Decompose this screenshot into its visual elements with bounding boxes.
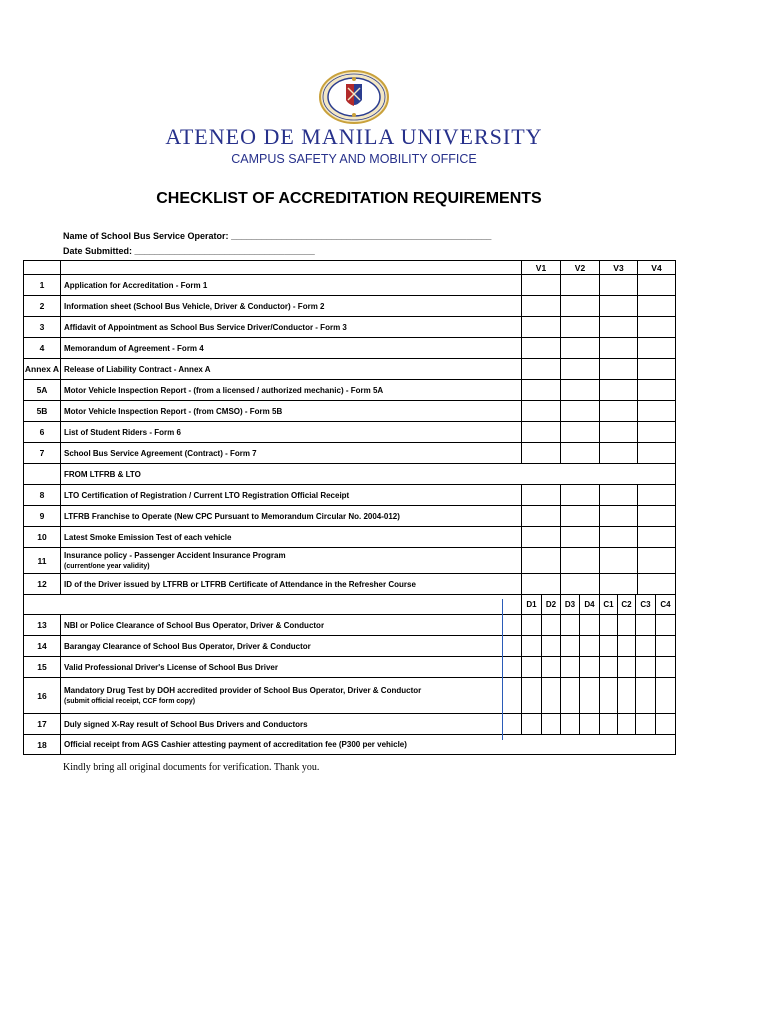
vehicle-checkbox-cell[interactable] <box>521 547 561 574</box>
driver-checkbox-cell[interactable] <box>579 635 600 657</box>
requirement-cell <box>60 295 522 317</box>
requirement-cell <box>60 526 522 548</box>
driver-checkbox-cell[interactable] <box>541 677 561 714</box>
driver-checkbox-cell[interactable] <box>560 635 580 657</box>
requirement-label: Latest Smoke Emission Test of each vehicle <box>64 532 232 542</box>
driver-checkbox-cell[interactable] <box>579 677 600 714</box>
driver-checkbox-cell[interactable] <box>521 614 542 636</box>
vehicle-checkbox-cell[interactable] <box>599 547 638 574</box>
conductor-checkbox-cell[interactable] <box>635 656 656 678</box>
conductor-checkbox-cell[interactable] <box>655 677 676 714</box>
vehicle-checkbox-cell[interactable] <box>521 421 561 443</box>
requirement-text <box>64 719 308 730</box>
vehicle-checkbox-cell[interactable] <box>560 400 600 422</box>
driver-header-d4: D4 <box>579 594 600 615</box>
vehicle-checkbox-cell[interactable] <box>521 358 561 380</box>
requirement-label: LTFRB Franchise to Operate (New CPC Pursuant to Memorandum Circular No. 2004-012) <box>64 511 400 521</box>
requirement-cell <box>60 379 522 401</box>
vehicle-checkbox-cell[interactable] <box>599 484 638 506</box>
conductor-checkbox-cell[interactable] <box>599 635 618 657</box>
conductor-checkbox-cell[interactable] <box>655 635 676 657</box>
vehicle-checkbox-cell[interactable] <box>599 316 638 338</box>
row-number: 16 <box>23 677 61 714</box>
vehicle-header-v3: V3 <box>599 260 638 275</box>
row-number: 12 <box>23 573 61 595</box>
requirement-label: Valid Professional Driver's License of School Bus Driver <box>64 662 278 672</box>
conductor-checkbox-cell[interactable] <box>635 614 656 636</box>
requirement-cell <box>60 358 522 380</box>
requirement-label: Memorandum of Agreement - Form 4 <box>64 343 204 353</box>
conductor-checkbox-cell[interactable] <box>599 713 618 735</box>
vehicle-checkbox-cell[interactable] <box>560 295 600 317</box>
vehicle-checkbox-cell[interactable] <box>521 400 561 422</box>
vehicle-checkbox-cell[interactable] <box>599 295 638 317</box>
vehicle-checkbox-cell[interactable] <box>521 295 561 317</box>
driver-header-d2: D2 <box>541 594 561 615</box>
requirement-text <box>64 280 207 291</box>
vehicle-checkbox-cell[interactable] <box>560 484 600 506</box>
operator-label: Name of School Bus Service Operator: <box>63 231 229 241</box>
vehicle-checkbox-cell[interactable] <box>560 358 600 380</box>
vehicle-checkbox-cell[interactable] <box>637 505 676 527</box>
conductor-checkbox-cell[interactable] <box>599 677 618 714</box>
driver-checkbox-cell[interactable] <box>579 656 600 678</box>
requirement-label: Insurance policy - Passenger Accident Insurance Program <box>64 550 286 560</box>
requirement-text <box>64 490 349 501</box>
row-number: 13 <box>23 614 61 636</box>
vehicle-checkbox-cell[interactable] <box>521 274 561 296</box>
row-number: 10 <box>23 526 61 548</box>
driver-header-d1: D1 <box>521 594 542 615</box>
requirement-cell <box>60 274 522 296</box>
conductor-checkbox-cell[interactable] <box>635 713 656 735</box>
vehicle-checkbox-cell[interactable] <box>599 379 638 401</box>
vehicle-checkbox-cell[interactable] <box>521 505 561 527</box>
requirement-text <box>64 641 311 652</box>
conductor-checkbox-cell[interactable] <box>635 635 656 657</box>
requirement-label: Information sheet (School Bus Vehicle, Driver & Conductor) - Form 2 <box>64 301 325 311</box>
requirement-text <box>64 322 347 333</box>
requirement-label: LTO Certification of Registration / Current LTO Registration Official Receipt <box>64 490 350 500</box>
vehicle-checkbox-cell[interactable] <box>521 484 561 506</box>
vehicle-checkbox-cell[interactable] <box>637 400 676 422</box>
vehicle-header-v4: V4 <box>637 260 676 275</box>
row-number: Annex A <box>23 358 61 380</box>
vehicle-checkbox-cell[interactable] <box>521 573 561 595</box>
vehicle-checkbox-cell[interactable] <box>599 526 638 548</box>
requirement-text <box>64 579 416 590</box>
vehicle-header-v2: V2 <box>560 260 600 275</box>
requirement-text <box>64 550 286 572</box>
requirement-label: Barangay Clearance of School Bus Operator, Driver & Conductor <box>64 641 311 651</box>
conductor-header-c4: C4 <box>655 594 676 615</box>
row-number: 18 <box>23 734 61 755</box>
requirement-cell <box>60 337 522 359</box>
conductor-header-c2: C2 <box>617 594 636 615</box>
page-title: CHECKLIST OF ACCREDITATION REQUIREMENTS <box>156 190 542 207</box>
conductor-header-c3: C3 <box>635 594 656 615</box>
requirement-label: Official receipt from AGS Cashier attesting payment of accreditation fee (P300 per vehicle) <box>64 740 407 749</box>
vehicle-checkbox-cell[interactable] <box>637 442 676 464</box>
row-number: 6 <box>23 421 61 443</box>
requirement-text <box>64 511 400 522</box>
vehicle-checkbox-cell[interactable] <box>599 573 638 595</box>
vehicle-checkbox-cell[interactable] <box>599 421 638 443</box>
vehicle-checkbox-cell[interactable] <box>637 316 676 338</box>
requirement-note: (submit official receipt, CCF form copy) <box>64 697 196 705</box>
requirement-text <box>64 685 421 707</box>
conductor-checkbox-cell[interactable] <box>655 614 676 636</box>
requirement-note: (current/one year validity) <box>64 562 150 570</box>
requirement-cell <box>60 656 522 678</box>
requirement-cell <box>60 614 522 636</box>
conductor-checkbox-cell[interactable] <box>599 656 618 678</box>
vehicle-checkbox-cell[interactable] <box>599 337 638 359</box>
requirement-label: NBI or Police Clearance of School Bus Operator, Driver & Conductor <box>64 620 325 630</box>
driver-checkbox-cell[interactable] <box>541 635 561 657</box>
vehicle-checkbox-cell[interactable] <box>599 400 638 422</box>
requirement-cell <box>60 316 522 338</box>
vehicle-checkbox-cell[interactable] <box>521 379 561 401</box>
requirement-text <box>64 662 278 673</box>
date-label: Date Submitted: <box>63 246 133 256</box>
vehicle-checkbox-cell[interactable] <box>560 547 600 574</box>
requirement-cell <box>60 573 522 595</box>
requirement-cell <box>60 677 522 714</box>
university-name: ATENEO DE MANILA UNIVERSITY <box>165 124 543 149</box>
requirement-text <box>64 301 324 312</box>
driver-header-d3: D3 <box>560 594 580 615</box>
conductor-header-c1: C1 <box>599 594 618 615</box>
requirement-label: ID of the Driver issued by LTFRB or LTFRB Certificate of Attendance in the Refresher Course <box>64 579 416 589</box>
requirement-label: Duly signed X-Ray result of School Bus Drivers and Conductors <box>64 719 308 729</box>
conductor-checkbox-cell[interactable] <box>617 635 636 657</box>
vehicle-header-v1: V1 <box>521 260 561 275</box>
row-number: 17 <box>23 713 61 735</box>
vehicle-checkbox-cell[interactable] <box>599 505 638 527</box>
driver-checkbox-cell[interactable] <box>560 614 580 636</box>
header-requirement-cell <box>60 260 522 275</box>
requirement-text <box>64 406 282 417</box>
requirement-label: Motor Vehicle Inspection Report - (from a licensed / authorized mechanic) - Form 5A <box>64 385 384 395</box>
row-number: 9 <box>23 505 61 527</box>
conductor-checkbox-cell[interactable] <box>617 614 636 636</box>
vehicle-checkbox-cell[interactable] <box>521 442 561 464</box>
operator-line[interactable]: ____________________________________________________ <box>231 231 492 241</box>
row-number: 15 <box>23 656 61 678</box>
vehicle-checkbox-cell[interactable] <box>560 442 600 464</box>
footer-note: Kindly bring all original documents for verification. Thank you. <box>63 762 320 773</box>
row-number: 5A <box>23 379 61 401</box>
vehicle-checkbox-cell[interactable] <box>521 526 561 548</box>
vehicle-checkbox-cell[interactable] <box>637 573 676 595</box>
driver-checkbox-cell[interactable] <box>521 635 542 657</box>
conductor-checkbox-cell[interactable] <box>655 713 676 735</box>
vehicle-checkbox-cell[interactable] <box>560 573 600 595</box>
requirement-text <box>64 343 204 354</box>
requirement-label: List of Student Riders - Form 6 <box>64 427 181 437</box>
dc-header-blank <box>23 594 522 615</box>
requirement-text <box>64 620 324 631</box>
requirement-cell <box>60 421 522 443</box>
conductor-checkbox-cell[interactable] <box>617 656 636 678</box>
section-number-cell <box>23 463 61 485</box>
driver-checkbox-cell[interactable] <box>560 656 580 678</box>
vehicle-checkbox-cell[interactable] <box>599 274 638 296</box>
requirement-label: Application for Accreditation - Form 1 <box>64 280 208 290</box>
row-number: 4 <box>23 337 61 359</box>
requirement-cell <box>60 400 522 422</box>
vehicle-checkbox-cell[interactable] <box>637 358 676 380</box>
requirement-label: Release of Liability Contract - Annex A <box>64 364 211 374</box>
requirement-cell <box>60 734 676 755</box>
requirement-cell <box>60 442 522 464</box>
vehicle-checkbox-cell[interactable] <box>637 526 676 548</box>
requirement-cell <box>60 713 522 735</box>
conductor-checkbox-cell[interactable] <box>617 677 636 714</box>
column-divider-line <box>502 599 503 740</box>
row-number: 3 <box>23 316 61 338</box>
date-line[interactable]: ____________________________________ <box>134 246 315 256</box>
vehicle-checkbox-cell[interactable] <box>560 505 600 527</box>
driver-checkbox-cell[interactable] <box>579 614 600 636</box>
driver-checkbox-cell[interactable] <box>541 713 561 735</box>
requirement-label: School Bus Service Agreement (Contract) - Form 7 <box>64 448 257 458</box>
vehicle-checkbox-cell[interactable] <box>560 316 600 338</box>
vehicle-checkbox-cell[interactable] <box>599 442 638 464</box>
row-number: 8 <box>23 484 61 506</box>
row-number: 11 <box>23 547 61 574</box>
section-ltfrb-lto: FROM LTFRB & LTO <box>60 463 676 485</box>
driver-checkbox-cell[interactable] <box>541 656 561 678</box>
driver-checkbox-cell[interactable] <box>521 677 542 714</box>
vehicle-checkbox-cell[interactable] <box>560 337 600 359</box>
driver-checkbox-cell[interactable] <box>560 677 580 714</box>
vehicle-checkbox-cell[interactable] <box>637 484 676 506</box>
requirement-cell <box>60 547 522 574</box>
vehicle-checkbox-cell[interactable] <box>560 526 600 548</box>
header-number-cell <box>23 260 61 275</box>
vehicle-checkbox-cell[interactable] <box>560 274 600 296</box>
requirement-cell <box>60 484 522 506</box>
requirement-label: Mandatory Drug Test by DOH accredited provider of School Bus Operator, Driver & Conductor <box>64 685 422 695</box>
conductor-checkbox-cell[interactable] <box>617 713 636 735</box>
requirement-text <box>64 532 231 543</box>
vehicle-checkbox-cell[interactable] <box>637 379 676 401</box>
requirement-text <box>64 385 383 396</box>
requirement-text <box>64 448 257 459</box>
requirement-text <box>64 427 181 438</box>
row-number: 14 <box>23 635 61 657</box>
driver-checkbox-cell[interactable] <box>521 656 542 678</box>
requirement-label: Affidavit of Appointment as School Bus Service Driver/Conductor - Form 3 <box>64 322 347 332</box>
row-number: 7 <box>23 442 61 464</box>
row-number: 5B <box>23 400 61 422</box>
vehicle-checkbox-cell[interactable] <box>521 337 561 359</box>
driver-checkbox-cell[interactable] <box>541 614 561 636</box>
driver-checkbox-cell[interactable] <box>579 713 600 735</box>
vehicle-checkbox-cell[interactable] <box>637 337 676 359</box>
vehicle-checkbox-cell[interactable] <box>637 295 676 317</box>
vehicle-checkbox-cell[interactable] <box>560 421 600 443</box>
vehicle-checkbox-cell[interactable] <box>560 379 600 401</box>
requirement-text <box>64 364 211 375</box>
driver-checkbox-cell[interactable] <box>521 713 542 735</box>
requirement-label: Motor Vehicle Inspection Report - (from CMSO) - Form 5B <box>64 406 283 416</box>
vehicle-checkbox-cell[interactable] <box>599 358 638 380</box>
conductor-checkbox-cell[interactable] <box>655 656 676 678</box>
conductor-checkbox-cell[interactable] <box>635 677 656 714</box>
vehicle-checkbox-cell[interactable] <box>637 274 676 296</box>
conductor-checkbox-cell[interactable] <box>599 614 618 636</box>
requirement-cell <box>60 505 522 527</box>
row-number: 1 <box>23 274 61 296</box>
vehicle-checkbox-cell[interactable] <box>521 316 561 338</box>
vehicle-checkbox-cell[interactable] <box>637 547 676 574</box>
requirement-cell <box>60 635 522 657</box>
office-name: CAMPUS SAFETY AND MOBILITY OFFICE <box>231 152 477 166</box>
requirement-text <box>64 739 407 750</box>
vehicle-checkbox-cell[interactable] <box>637 421 676 443</box>
row-number: 2 <box>23 295 61 317</box>
driver-checkbox-cell[interactable] <box>560 713 580 735</box>
